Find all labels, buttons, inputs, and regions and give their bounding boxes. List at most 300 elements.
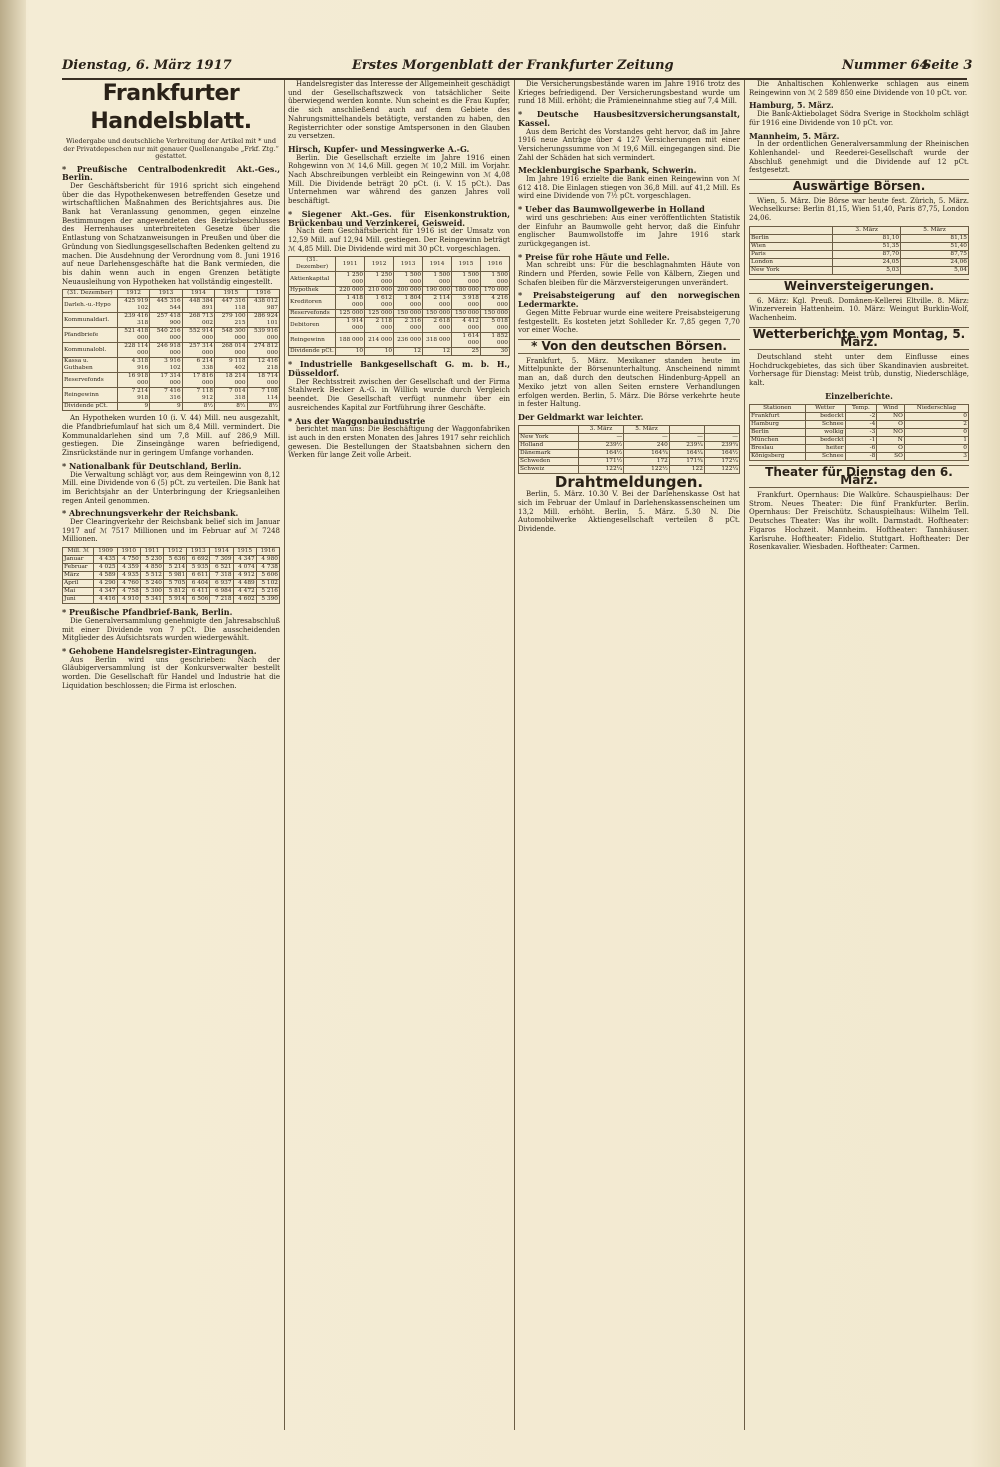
table-cell: 170 000 [481,287,510,295]
table-cell: 1 250 000 [336,272,365,287]
table-cell: 150 000 [481,310,510,318]
table-cell: 51,35 [833,242,901,250]
table-cell: 521 418 000 [117,328,149,343]
table-cell: Pfandbriefe [63,328,118,343]
table-cell: -3 [845,428,877,436]
table-cell: — [704,433,739,441]
table-cell: 4 738 [256,564,279,572]
table-cell: 6 411 [187,588,210,596]
table-row [289,272,510,287]
table-header-cell: 1914 [423,257,452,272]
table-cell: 7 309 [210,556,233,564]
table-cell: 552 914 000 [182,328,214,343]
table-cell: Kommunaldarl. [63,313,118,328]
table-cell: 4 412 000 [452,318,481,333]
table-cell: Juni [63,596,94,604]
table-cell: 4 602 [233,596,256,604]
table-cell: 5 812 [164,588,187,596]
table-cell: 172 [624,457,670,465]
table-cell: 164¾ [624,449,670,457]
table-cell: 6 521 [210,564,233,572]
table-cell: 4 980 [256,556,279,564]
table-header-cell: 1913 [394,257,423,272]
header-page-number: Seite 3 [922,58,973,73]
table-cell: 548 300 000 [215,328,247,343]
table-header-cell: (31. Dezember) [289,257,336,272]
table-cell: 268 713 002 [182,313,214,328]
table-header-cell [750,226,833,234]
table-cell: 4 359 [117,564,140,572]
table-cell: 4 750 [117,556,140,564]
article-paragraph: Gegen Mitte Februar wurde eine weitere Preisabsteigerung festgestellt. Es kosteten jetzt Sohlleder Kr. 7,85 gegen 7,70 vor einer Woche. [518,308,740,335]
table-cell: April [63,580,94,588]
article-paragraph: Berlin, 5. März. 10.30 V. Bei der Darlehenskasse Ost hat sich im Februar der Umlauf in Darlehenskassenscheinen um 13,2 Mill. erhöht. Berlin, 5. März. 5.30 N. Die Automobilwerke Aktiengesellschaft verteilen 8 pCt. Dividende. [518,490,740,534]
table-row [63,588,280,596]
table-cell: 6 937 [210,580,233,588]
table-cell: 164½ [704,449,739,457]
table-row [750,250,969,258]
table-row [289,310,510,318]
table-row [63,373,280,388]
table-cell: -8 [845,452,877,460]
table-cell: 2 114 000 [423,295,452,310]
article-heading: Mannheim, 5. März. [749,130,840,141]
table-row [63,564,280,572]
table-cell: 4 318 916 [117,358,149,373]
table-cell: 7 416 316 [150,388,182,403]
table-cell: 4 290 [94,580,117,588]
table-header-cell: 1916 [247,290,279,298]
table-cell: 5 636 [164,556,187,564]
table-cell: New York [519,433,579,441]
table-cell: 2 316 000 [394,318,423,333]
table-cell: -1 [845,436,877,444]
table-cell: 4 435 [94,556,117,564]
table-header-cell: 5. März [624,425,670,433]
table-cell: -6 [845,444,877,452]
table-cell: 8½ [182,403,214,411]
table-cell: 4 347 [233,556,256,564]
table-cell: 200 000 [394,287,423,295]
article-paragraph: Der Clearingverkehr der Reichsbank belief sich im Januar 1917 auf ℳ 7517 Millionen und im Februar auf ℳ 7248 Millionen. [62,518,280,544]
table-cell: 9 118 402 [215,358,247,373]
table-cell: Kassa u. Guthaben [63,358,118,373]
table-cell: 81,10 [833,234,901,242]
table-cell: 0 [904,412,968,420]
table-row [289,348,510,356]
table-cell: 10 [365,348,394,356]
table-cell: 122 [669,465,704,473]
table-header-cell: Niederschlag [904,404,968,412]
table-cell: 279 100 215 [215,313,247,328]
table-cell: 24,05 [833,258,901,266]
table-cell: 257 418 900 [150,313,182,328]
table-cell: 2 118 000 [365,318,394,333]
table-cell: 5 240 [140,580,163,588]
article-paragraph: Aus dem Bericht des Vorstandes geht hervor, daß im Jahre 1916 neue Anträge über 4 127 Versicherungen mit einer Versicherungssumme von ℳ 19,6 Mill. eingegangen sind. Die Zahl der Schäden hat sich vermindert. [518,127,740,162]
article-paragraph: Frankfurt, 5. März. Mexikaner standen heute im Mittelpunkte der Börsenunterhaltung. Anscheinend nimmt man an, daß durch den deutschen Hindenburg-Appell an Mexiko jetzt von allen Seiten ernstere Verhandlungen erfolgen werden. Berlin, 5. März. Die Börse verkehrte heute in fester Haltung. [518,356,740,409]
table-cell: 5 216 [256,588,279,596]
table-cell: Dividende pCt. [290,348,334,355]
table-cell: 1 914 000 [336,318,365,333]
table-cell: 5 230 [140,556,163,564]
article-paragraph: In der ordentlichen Generalversammlung der Rheinischen Kohlenhandel- und Reederei-Gesellschaft wurde der Abschluß genehmigt und die Dividende auf 12 pCt. festgesetzt. [749,140,969,175]
column-rule [284,80,285,1430]
article-paragraph: Nach dem Geschäftsbericht für 1916 ist der Umsatz von 12,59 Mill. auf 12,94 Mill. gestiegen. Der Reingewinn beträgt ℳ 4,85 Mill. Die Dividende wird mit 30 pCt. vorgeschlagen. [288,227,510,253]
table-cell: 0 [904,428,968,436]
article-heading: * Gehobene Handelsregister-Eintragungen. [62,646,257,656]
table-row [750,258,969,266]
table-cell: 25 [452,348,481,356]
table-cell: 12 [423,348,452,356]
table-cell: 87,70 [833,250,901,258]
table-cell: München [750,436,806,444]
table-header-cell: 1915 [233,548,256,556]
article-heading: Hamburg, 5. März. [749,100,834,111]
table-cell: Reingewinn [289,333,336,348]
table-cell: 122½ [624,465,670,473]
table-cell: 30 [481,348,510,356]
table-cell: Kreditoren [289,295,336,310]
table-cell: 8½ [247,403,279,411]
table-cell: 5 018 000 [481,318,510,333]
table-cell: 9 [150,403,182,411]
article-paragraph: An Hypotheken wurden 10 (i. V. 44) Mill. neu ausgezahlt, die Pfandbriefumlauf hat sich um 8,4 Mill. vermindert. Die Kommunaldarlehen sind um 7,8 Mill. auf 286,9 Mill. gestiegen. Die Zinseingänge waren befriedigend, Zinsrückstände nur in geringem Umfange vorhanden. [62,414,280,458]
table-cell: 4 760 [117,580,140,588]
table-cell: 171¾ [669,457,704,465]
table-cell: 239½ [578,441,624,449]
table-cell: 4 025 [94,564,117,572]
table-cell: 447 316 118 [215,298,247,313]
table-row [750,234,969,242]
table-row [750,242,969,250]
article-paragraph: Berlin. Die Gesellschaft erzielte im Jahre 1916 einen Rohgewinn von ℳ 14,6 Mill. gegen ℳ 10,2 Mill. im Vorjahr. Nach Abschreibungen verbleibt ein Reingewinn von ℳ 4,08 Mill. Die Dividende beträgt 20 pCt. (i. V. 15 pCt.). Das Unternehmen war während des ganzen Jahres voll beschäftigt. [288,153,510,206]
table-cell: 1 852 000 [481,333,510,348]
table-header-cell: 1911 [140,548,163,556]
table-cell: 5 914 [164,596,187,604]
table-cell: 51,40 [901,242,969,250]
table-cell: Dänemark [519,449,579,457]
table-cell: 5 981 [164,572,187,580]
table-row [63,343,280,358]
table-cell: 1 500 000 [452,272,481,287]
table-cell: 150 000 [452,310,481,318]
article-paragraph: Aus Berlin wird uns geschrieben: Nach der Gläubigerversammlung ist der Konkursverwalter bestellt worden. Die Gesellschaft für Handel und Industrie hat die Liquidation beschlossen; die Firma ist erloschen. [62,655,280,690]
column-3 [518,80,740,1430]
table-cell: 125 000 [336,310,365,318]
table-row [289,287,510,295]
table-cell: 239¾ [704,441,739,449]
table-cell: Kommunalobl. [63,343,118,358]
table-cell: 5 606 [256,572,279,580]
foreign-exchange-table [749,226,969,275]
column-4 [749,80,969,1430]
table-cell: Debitoren [289,318,336,333]
table-row [63,596,280,604]
table-cell: 87,75 [901,250,969,258]
article-heading: * Preußische Centralbodenkredit Akt.-Ges., Berlin. [62,163,280,183]
section-heading-boersen: * Von den deutschen Börsen. [518,339,740,354]
table-cell: 12 [394,348,423,356]
table-cell: 150 000 [423,310,452,318]
table-row [750,266,969,274]
table-cell: 257 314 000 [182,343,214,358]
table-cell: 239 416 318 [117,313,149,328]
table-cell: Mai [63,588,94,596]
table-header-cell: 1912 [365,257,394,272]
table-cell: 17 816 000 [182,373,214,388]
table-cell: 539 916 000 [247,328,279,343]
table-cell: 286 924 101 [247,313,279,328]
article-heading: * Abrechnungsverkehr der Reichsbank. [62,508,239,519]
column-2 [288,80,510,1430]
table-cell: 7 214 918 [117,388,149,403]
table-cell: 4 758 [117,588,140,596]
table-cell: SO [877,452,905,460]
article-heading: Einzelberichte. [825,390,893,401]
table-cell: 12 416 218 [247,358,279,373]
table-cell: 0 [904,444,968,452]
table-row [63,358,280,373]
table-cell: 7 108 114 [247,388,279,403]
article-paragraph: wird uns geschrieben: Aus einer veröffentlichten Statistik der Einfuhr an Baumwolle geht hervor, daß die Einfuhr englischer Baumwollstoffe im Jahre 1916 stark zurückgegangen ist. [518,213,740,248]
table-cell: 190 000 [423,287,452,295]
table-row [519,465,740,473]
table-cell: 171½ [578,457,624,465]
table-cell: 210 000 [365,287,394,295]
column-rule [514,80,515,1430]
table-cell: 214 000 [365,333,394,348]
article-heading: Der Geldmarkt war leichter. [518,411,644,422]
table-cell: NO [877,428,905,436]
table-cell: 4 935 [117,572,140,580]
table-cell: 5 390 [256,596,279,604]
section-heading-theater: Theater für Dienstag den 6. März. [749,465,969,488]
table-cell: Januar [63,556,94,564]
table-row [750,420,969,428]
table-row [289,295,510,310]
table-cell: 24,06 [901,258,969,266]
table-cell: 5,04 [901,266,969,274]
table-cell: O [877,444,905,452]
article-paragraph: Im Jahre 1916 erzielte die Bank einen Reingewinn von ℳ 612 418. Die Einlagen stiegen von 36,8 Mill. auf 41,2 Mill. Es wird eine Dividende von 7½ pCt. vorgeschlagen. [518,175,740,201]
table-cell: 4 489 [233,580,256,588]
table-cell: Februar [63,564,94,572]
table-row [63,328,280,343]
page-header [62,56,973,80]
article-heading: * Siegener Akt.-Ges. für Eisenkonstruktion, Brückenbau und Verzinkerei, Geisweid. [288,208,510,228]
table-cell: Wien [750,242,833,250]
table-header-cell: 1912 [117,290,149,298]
table-cell: 18 714 000 [247,373,279,388]
table-header-cell: 1913 [150,290,182,298]
table-cell: 4 850 [140,564,163,572]
table-cell: O [877,420,905,428]
article-paragraph: Wien, 5. März. Die Börse war heute fest. Zürich, 5. März. Wechselkurse: Berlin 81,15, Wien 51,40, Paris 87,75, London 24,06. [749,196,969,223]
table-cell: 1 612 000 [365,295,394,310]
table-cell: 1 418 000 [336,295,365,310]
table-cell: Schweiz [519,465,579,473]
table-cell: 1 500 000 [394,272,423,287]
table-cell: 4 472 [233,588,256,596]
table-cell: 6 404 [187,580,210,588]
header-issue: Nummer 64 [842,58,929,73]
table-cell: NO [877,412,905,420]
table-row [750,436,969,444]
table-cell: 150 000 [394,310,423,318]
table-cell: 8½ [215,403,247,411]
article-paragraph: Frankfurt. Opernhaus: Die Walküre. Schauspielhaus: Der Strom. Neues Theater: Die fünf Frankfurter. Berlin. Opernhaus: Der Freischütz. Schauspielhaus: Wilhelm Tell. Deutsches Theater: Was ihr wollt. Darmstadt. Hoftheater: Figaros Hochzeit. Mannheim. Hoftheater: Tannhäuser. Karlsruhe. Hoftheater: Fidelio. Stuttgart. Hoftheater: Der Rosenkavalier. Wiesbaden. Hoftheater: Carmen. [749,490,969,552]
table-cell: 5 341 [140,596,163,604]
header-masthead: Erstes Morgenblatt der Frankfurter Zeitung [352,58,674,73]
table-cell: bedeckt [805,412,845,420]
article-paragraph: Man schreibt uns: Für die beschlagnahmten Häute von Rindern und Pferden, sowie Felle von Kälbern, Ziegen und Schafen bleiben für die Märzversteigerungen unverändert. [518,261,740,287]
table-header-cell [704,425,739,433]
section-heading-wein: Weinversteigerungen. [749,279,969,294]
article-heading: * Aus der Waggonbauindustrie [288,415,426,426]
table-header-cell: Mill. ℳ [63,548,94,556]
section-heading-drahtmeldungen: Drahtmeldungen. [554,472,704,491]
table-header-cell: 5. März [901,226,969,234]
section-heading-kurse: Auswärtige Börsen. [749,179,969,194]
table-header-cell: Temp. [845,404,877,412]
table-cell: 2 [904,420,968,428]
article-paragraph: berichtet man uns: Die Beschäftigung der Waggonfabriken ist auch in den ersten Monaten des Jahres 1917 sehr reichlich gewesen. Die Bestellungen der Staatsbahnen sichern den Werken für lange Zeit volle Arbeit. [288,425,510,460]
table-cell: 5 102 [256,580,279,588]
table-cell: 318 000 [423,333,452,348]
table-cell: 4 347 [94,588,117,596]
article-heading: * Preußische Pfandbrief-Bank, Berlin. [62,607,233,618]
article-heading: * Preise für rohe Häute und Felle. [518,251,670,262]
table-row [63,556,280,564]
balance-table [62,289,280,411]
table-row [750,428,969,436]
table-header-cell: Stationen [750,404,806,412]
table-cell: 9 [117,403,149,411]
table-cell: 236 000 [394,333,423,348]
table-header-cell: 1913 [187,548,210,556]
article-paragraph: Die Generalversammlung genehmigte den Jahresabschluß mit einer Dividende von 7 pCt. Die ausscheidenden Mitglieder des Aufsichtsrats wurden wiedergewählt. [62,616,280,643]
article-paragraph: Deutschland steht unter dem Einflusse eines Hochdruckgebietes, das sich über Skandinavien ausbreitet. Vorhersage für Dienstag: Meist trüb, dunstig, Niederschläge, kalt. [749,353,969,388]
article-heading: * Industrielle Bankgesellschaft G. m. b. H., Düsseldorf. [288,359,510,379]
table-cell: 5 705 [164,580,187,588]
table-cell: Holland [519,441,579,449]
table-header-cell: 1915 [215,290,247,298]
table-cell: 4 910 [117,596,140,604]
table-header-cell: (31. Dezember) [63,290,118,298]
table-cell: Reservefonds [289,310,336,318]
table-cell: Schnee [805,420,845,428]
table-cell: 17 314 000 [150,373,182,388]
table-row [519,433,740,441]
table-cell: 5,03 [833,266,901,274]
table-row [519,441,740,449]
table-cell: wolkig [805,428,845,436]
table-cell: 6 692 [187,556,210,564]
table-cell: 180 000 [452,287,481,295]
table-cell: 3 918 000 [452,295,481,310]
table-cell: 122¼ [578,465,624,473]
table-cell: 1 804 000 [394,295,423,310]
table-header-cell: Wind [877,404,905,412]
article-paragraph: Der Geschäftsbericht für 1916 spricht sich eingehend über die das Hypothekenwesen betreffenden Gesetze und wirtschaftlichen Maßnahmen des Berichtsjahres aus. Die Bank hat Veranlassung genommen, gegen einzelne Bestimmungen der angewendeten des Bezirksbeschlusses des Herrenhauses unterbreiteten Gesetze über die Entlastung von Schatzanweisungen in Preußen und über die Gründung von Siedlungsgesellschaften Bedenken geltend zu machen. Die Ausdehnung der Verordnung vom 8. Juni 1916 auf neue Darlehensgeschäfte hat die Bank vermieden, die bis dahin wenn auch in engen Grenzen betätigte Neuausleihung von Hypotheken hat vollständig eingestellt. [62,181,280,286]
table-cell: Schnee [805,452,845,460]
table-cell: Reingewinn [63,388,118,403]
table-cell: 125 000 [365,310,394,318]
table-cell: 6 984 [210,588,233,596]
table-cell: 7 218 [210,596,233,604]
table-cell: Hypothek [289,287,336,295]
table-row [63,313,280,328]
article-paragraph: Die Anhaltischen Kohlenwerke schlagen aus einem Reingewinn von ℳ 2 589 850 eine Dividende von 10 pCt. vor. [749,80,969,97]
table-cell: Paris [750,250,833,258]
table-cell: 4 912 [233,572,256,580]
table-cell: 122¼ [704,465,739,473]
table-cell: — [578,433,624,441]
table-cell: 448 384 891 [182,298,214,313]
article-paragraph: Die Verwaltung schlägt vor, aus dem Reingewinn von 8,12 Mill. eine Dividende von 6 (5) pCt. zu verteilen. Die Bank hat im Berichtsjahr an der Unterbringung der Kriegsanleihen regen Anteil genommen. [62,470,280,505]
article-paragraph: Die Bank-Aktiebolaget Södra Sverige in Stockholm schlägt für 1916 eine Dividende von 10 pCt. vor. [749,110,969,127]
table-header-cell: 1916 [481,257,510,272]
table-row [63,298,280,313]
table-header-cell [519,425,579,433]
table-row [63,580,280,588]
table-cell: 240 [624,441,670,449]
table-cell: 164¼ [669,449,704,457]
table-row [519,457,740,465]
table-cell: 220 000 [336,287,365,295]
table-header-cell: 1915 [452,257,481,272]
table-cell: 164½ [578,449,624,457]
table-cell: 1 [904,436,968,444]
table-cell: Frankfurt [750,412,806,420]
table-cell: Dividende pCt. [63,403,118,411]
table-cell: -2 [845,412,877,420]
table-cell: 6 214 338 [182,358,214,373]
table-cell: 16 918 000 [117,373,149,388]
article-paragraph: Die Versicherungsbestände waren im Jahre 1916 trotz des Krieges befriedigend. Der Versicherungsbestand wurde um rund 18 Mill. erhöht; die Prämieneinnahme stieg auf 7,4 Mill. [518,80,740,106]
table-cell: 6 611 [187,572,210,580]
table-cell: 7 318 [210,572,233,580]
table-cell: 4 216 000 [481,295,510,310]
article-paragraph: Handelsregister das Interesse der Allgemeinheit geschädigt und der Gesellschaftszweck von tatsächlicher Seite überwiegend werden konnte. Nun scheint es die Frau Kupfer, die sich anschließend auch auf dem Gebiete des Nahrungsmittelhandels betätigte, verstanden zu haben, den Registerrichter oder sonstige Amtspersonen in den Glauben zu versetzen. [288,80,510,141]
table-cell: 540 216 000 [150,328,182,343]
table-header-cell: 1914 [182,290,214,298]
table-cell: New York [750,266,833,274]
table-cell: 10 [336,348,365,356]
table-row [63,403,280,411]
table-cell: Darleh.-u.-Hypo [63,298,118,313]
table-header-cell: 1916 [256,548,279,556]
column-rule [744,80,745,1430]
exchange-table [518,425,740,474]
article-heading: * Nationalbank für Deutschland, Berlin. [62,460,242,471]
table-cell: N [877,436,905,444]
table-row [750,452,969,460]
article-paragraph: 6. März: Kgl. Preuß. Domänen-Kellerei Eltville. 8. März: Winzerverein Hattenheim. 10. März: Weingut Burklin-Wolf, Wachenheim. [749,296,969,322]
table-header-cell: 3. März [578,425,624,433]
table-cell: -4 [845,420,877,428]
table-cell: 239¼ [669,441,704,449]
table-cell: 3 [904,452,968,460]
siegener-table [288,256,510,356]
table-header-cell: Wetter [805,404,845,412]
table-cell: Berlin [750,428,806,436]
article-heading: Hirsch, Kupfer- und Messingwerke A.-G. [288,143,470,154]
article-heading: * Deutsche Hausbesitzversicherungsanstalt, Kassel. [518,109,740,128]
table-row [63,572,280,580]
table-row [519,449,740,457]
